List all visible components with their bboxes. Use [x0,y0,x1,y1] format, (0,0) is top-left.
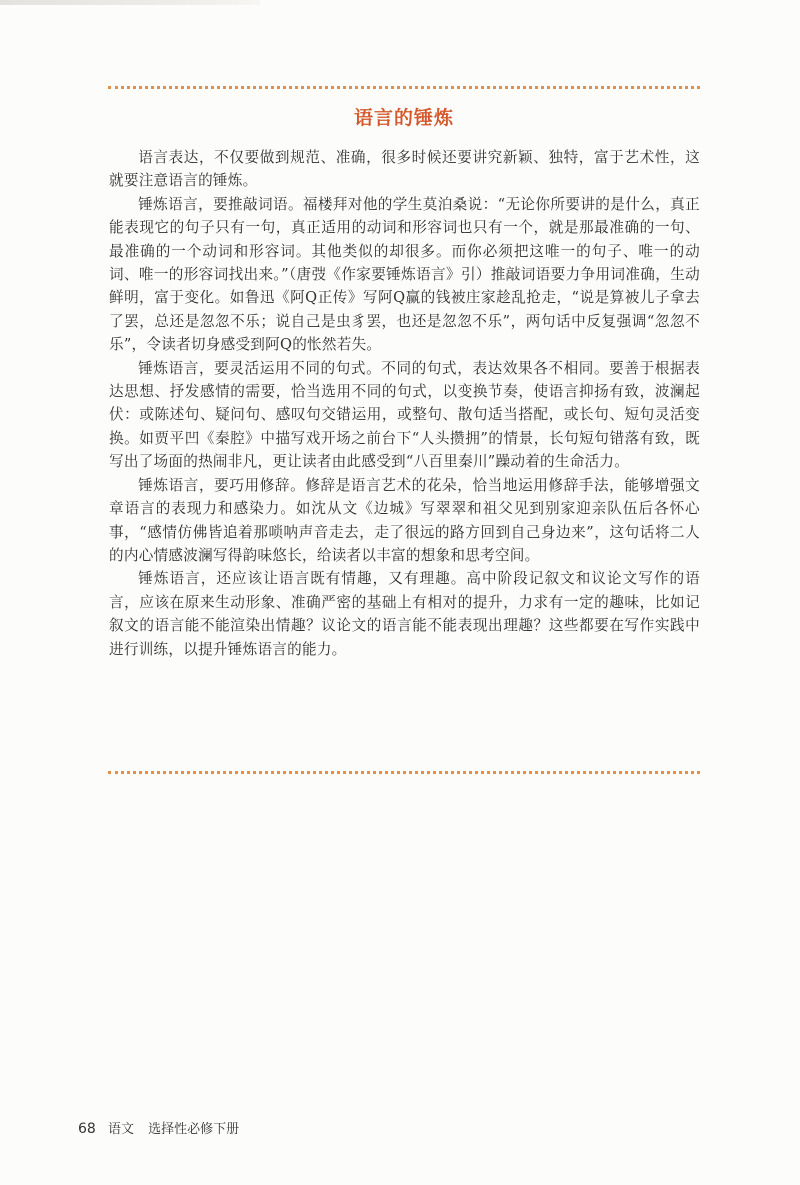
paragraph-intro: 语言表达，不仅要做到规范、准确，很多时候还要讲究新颖、独特，富于艺术性，这就要注意语言的锤炼。 [109,149,700,190]
book-title: 选择性必修下册 [148,1122,240,1137]
paragraph-interest: 锤炼语言，还应该让语言既有情趣，又有理趣。高中阶段记叙文和议论文写作的语言，应该在原来生动形象、准确严密的基础上有相对的提升，力求有一定的趣味，比如记叙文的语言能不能渲染出情趣？议论文的语言能不能表现出理趣？这些都要在写作实践中进行训练，以提升锤炼语言的能力。 [109,570,700,658]
paragraph-sentence-patterns: 锤炼语言，要灵活运用不同的句式。不同的句式，表达效果各不相同。要善于根据表达思想、抒发感情的需要，恰当选用不同的句式，以变换节奏，使语言抑扬有致，波澜起伏：或陈述句、疑问句、感叹句交错运用，或整句、散句适当搭配，或长句、短句灵活变换。如贾平凹《秦腔》中描写戏开场之前台下“人头攒拥”的情景，长句短句错落有致，既写出了场面的热闹非凡，更让读者由此感受到“八百里秦川”躁动着的生命活力。 [109,359,700,471]
page-number: 68 [78,1121,96,1137]
page-footer [78,1118,239,1137]
top-edge-strip [0,0,260,5]
top-dotted-rule [108,86,700,89]
paragraph-rhetoric: 锤炼语言，要巧用修辞。修辞是语言艺术的花朵，恰当地运用修辞手法，能够增强文章语言的表现力和感染力。如沈从文《边城》写翠翠和祖父见到别家迎亲队伍后各怀心事，“感情仿佛皆追着那唢呐声音走去，走了很远的路方回到自己身边来”，这句话将二人的内心情感波澜写得韵味悠长，给读者以丰富的想象和思考空间。 [109,476,700,564]
paragraph-word-choice: 锤炼语言，要推敲词语。福楼拜对他的学生莫泊桑说：“无论你所要讲的是什么，真正能表现它的句子只有一句，真正适用的动词和形容词也只有一个，就是那最准确的一句、最准确的一个动词和形容词。其他类似的却很多。而你必须把这唯一的句子、唯一的动词、唯一的形容词找出来。”（唐弢《作家要锤炼语言》引）推敲词语要力争用词准确，生动鲜明，富于变化。如鲁迅《阿Q正传》写阿Q赢的钱被庄家趁乱抢走，“说是算被儿子拿去了罢，总还是忽忽不乐；说自己是虫豸罢，也还是忽忽不乐”，两句话中反复强调“忽忽不乐”，令读者切身感受到阿Q的怅然若失。 [109,195,700,354]
bottom-dotted-rule [108,771,700,774]
body-text [109,146,700,661]
section-title: 语言的锤炼 [353,107,454,129]
subject-label: 语文 [107,1122,134,1137]
